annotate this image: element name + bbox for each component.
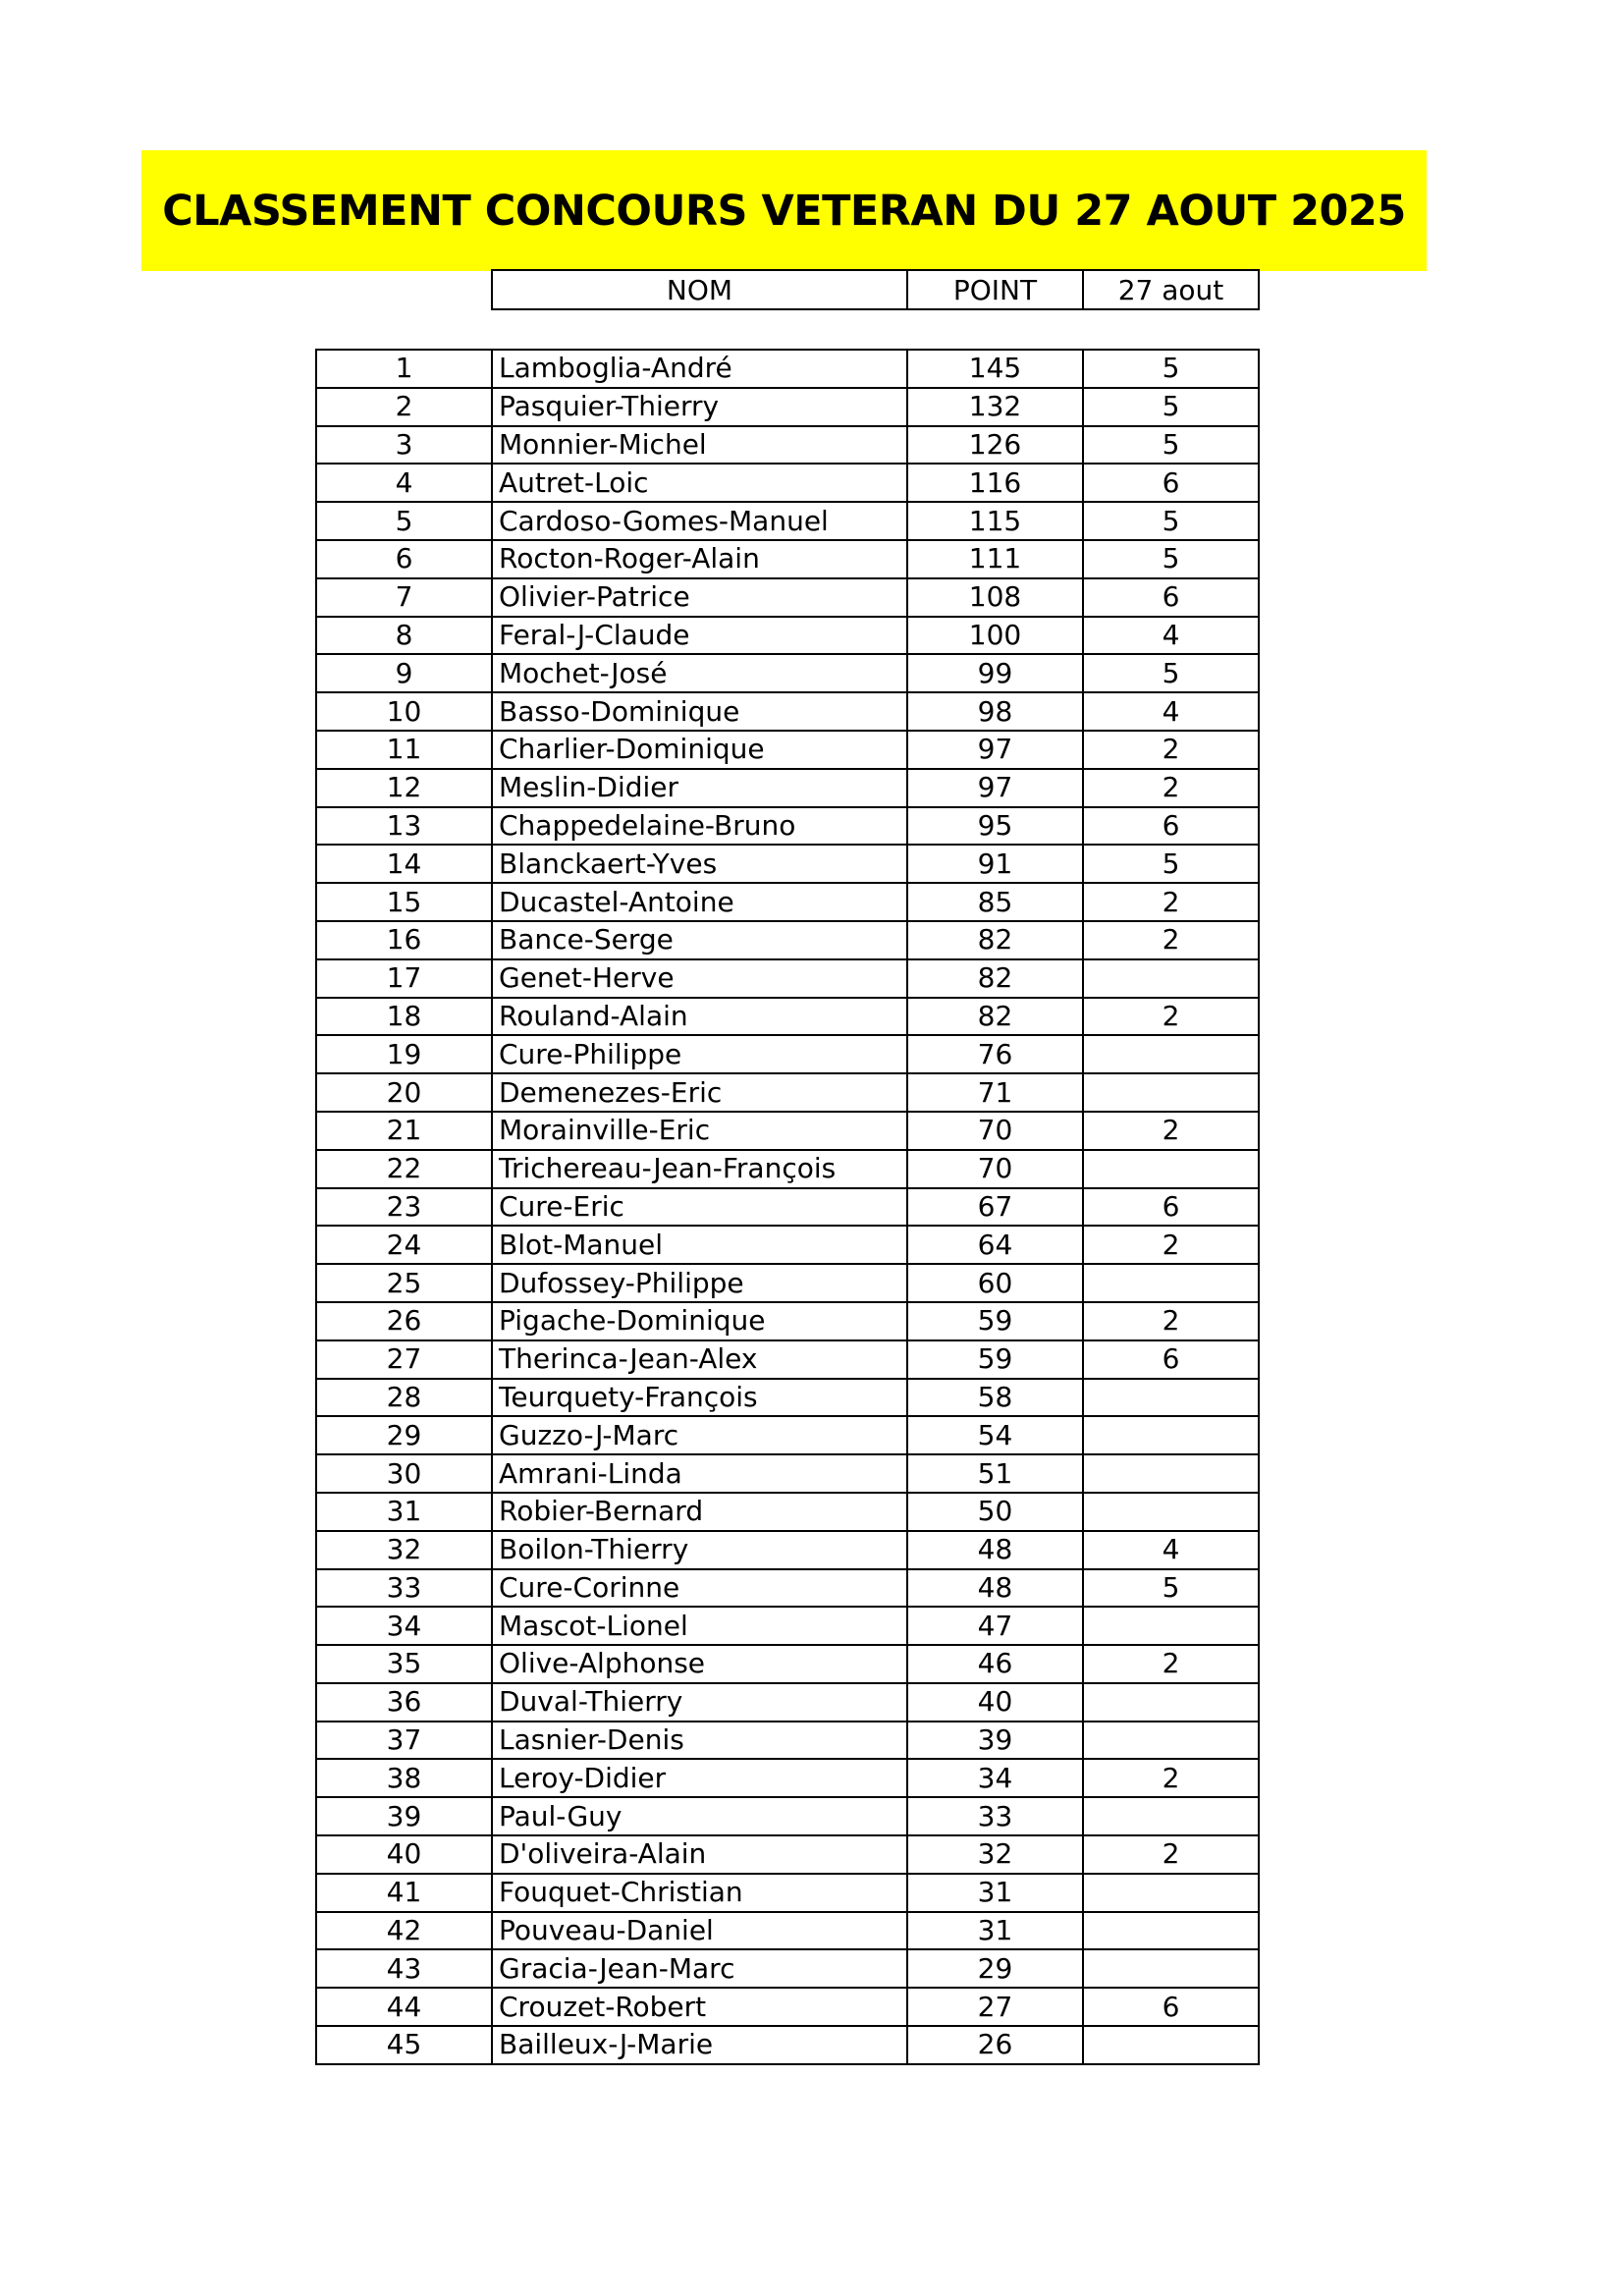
name-cell: Lasnier-Denis (492, 1722, 907, 1760)
point-cell: 34 (907, 1759, 1083, 1797)
table-row (316, 464, 1259, 502)
page-title: CLASSEMENT CONCOURS VETERAN DU 27 AOUT 2025 (162, 186, 1406, 236)
point-cell: 97 (907, 731, 1083, 769)
name-cell: Therinca-Jean-Alex (492, 1340, 907, 1379)
ranking-table-body (316, 350, 1259, 2064)
rank-cell: 41 (316, 1874, 492, 1912)
table-row (316, 769, 1259, 807)
rank-cell: 35 (316, 1645, 492, 1683)
table-row (316, 1797, 1259, 1835)
day-cell: 5 (1083, 540, 1259, 578)
day-cell: 5 (1083, 1569, 1259, 1608)
point-cell: 33 (907, 1797, 1083, 1835)
day-cell: 2 (1083, 731, 1259, 769)
name-cell: Demenezes-Eric (492, 1073, 907, 1112)
rank-cell: 22 (316, 1150, 492, 1188)
table-row (316, 540, 1259, 578)
table-row (316, 1645, 1259, 1683)
rank-cell: 27 (316, 1340, 492, 1379)
rank-cell: 15 (316, 883, 492, 921)
table-row (316, 1607, 1259, 1645)
table-row (316, 502, 1259, 540)
table-row (316, 1188, 1259, 1227)
rank-cell: 9 (316, 654, 492, 692)
day-cell (1083, 1493, 1259, 1531)
day-cell (1083, 959, 1259, 998)
rank-cell: 30 (316, 1454, 492, 1493)
rank-cell: 19 (316, 1035, 492, 1073)
table-row (316, 578, 1259, 617)
table-row (316, 1150, 1259, 1188)
table-row (316, 1912, 1259, 1950)
day-cell: 6 (1083, 1188, 1259, 1227)
name-cell: Paul-Guy (492, 1797, 907, 1835)
name-cell: Trichereau-Jean-François (492, 1150, 907, 1188)
name-cell: Duval-Thierry (492, 1683, 907, 1722)
name-cell: Pigache-Dominique (492, 1302, 907, 1340)
day-cell: 5 (1083, 502, 1259, 540)
point-cell: 50 (907, 1493, 1083, 1531)
table-row (316, 1874, 1259, 1912)
name-cell: Olive-Alphonse (492, 1645, 907, 1683)
day-cell (1083, 1683, 1259, 1722)
day-cell: 6 (1083, 1988, 1259, 2026)
name-cell: Guzzo-J-Marc (492, 1416, 907, 1454)
day-cell: 5 (1083, 654, 1259, 692)
point-cell: 67 (907, 1188, 1083, 1227)
point-cell: 40 (907, 1683, 1083, 1722)
point-cell: 51 (907, 1454, 1083, 1493)
table-row (316, 1035, 1259, 1073)
name-cell: Bance-Serge (492, 921, 907, 959)
table-row (316, 1988, 1259, 2026)
name-cell: Cure-Corinne (492, 1569, 907, 1608)
rank-cell: 24 (316, 1226, 492, 1264)
day-cell: 2 (1083, 769, 1259, 807)
name-cell: Cardoso-Gomes-Manuel (492, 502, 907, 540)
rank-cell: 32 (316, 1531, 492, 1569)
rank-cell: 12 (316, 769, 492, 807)
rank-cell: 43 (316, 1949, 492, 1988)
rank-cell: 44 (316, 1988, 492, 2026)
name-cell: Rocton-Roger-Alain (492, 540, 907, 578)
day-cell: 5 (1083, 388, 1259, 426)
point-cell: 48 (907, 1569, 1083, 1608)
rank-cell: 42 (316, 1912, 492, 1950)
point-cell: 31 (907, 1912, 1083, 1950)
point-cell: 54 (907, 1416, 1083, 1454)
table-row (316, 388, 1259, 426)
day-cell: 2 (1083, 921, 1259, 959)
day-cell: 2 (1083, 1226, 1259, 1264)
table-row (316, 845, 1259, 883)
day-cell: 2 (1083, 1645, 1259, 1683)
day-cell (1083, 1379, 1259, 1417)
name-cell: Mochet-José (492, 654, 907, 692)
day-cell: 6 (1083, 578, 1259, 617)
name-cell: Olivier-Patrice (492, 578, 907, 617)
name-cell: Ducastel-Antoine (492, 883, 907, 921)
rank-cell: 1 (316, 350, 492, 388)
day-cell (1083, 1454, 1259, 1493)
name-cell: Autret-Loic (492, 464, 907, 502)
day-cell (1083, 1035, 1259, 1073)
rank-cell: 7 (316, 578, 492, 617)
name-cell: Charlier-Dominique (492, 731, 907, 769)
name-cell: Feral-J-Claude (492, 617, 907, 655)
day-cell (1083, 1797, 1259, 1835)
rank-cell: 16 (316, 921, 492, 959)
rank-cell: 26 (316, 1302, 492, 1340)
table-row (316, 1493, 1259, 1531)
point-cell: 31 (907, 1874, 1083, 1912)
table-row (316, 1722, 1259, 1760)
day-cell: 4 (1083, 617, 1259, 655)
name-cell: Robier-Bernard (492, 1493, 907, 1531)
table-row (316, 921, 1259, 959)
name-cell: Monnier-Michel (492, 426, 907, 465)
column-header-table (491, 269, 1260, 310)
point-cell: 132 (907, 388, 1083, 426)
ranking-table (315, 349, 1260, 2065)
point-cell: 116 (907, 464, 1083, 502)
rank-cell: 33 (316, 1569, 492, 1608)
point-cell: 85 (907, 883, 1083, 921)
table-row (316, 350, 1259, 388)
day-cell: 5 (1083, 845, 1259, 883)
rank-cell: 5 (316, 502, 492, 540)
day-cell (1083, 1416, 1259, 1454)
name-cell: D'oliveira-Alain (492, 1835, 907, 1874)
rank-cell: 25 (316, 1264, 492, 1302)
day-cell: 5 (1083, 350, 1259, 388)
point-cell: 91 (907, 845, 1083, 883)
name-cell: Bailleux-J-Marie (492, 2026, 907, 2064)
rank-cell: 31 (316, 1493, 492, 1531)
name-cell: Rouland-Alain (492, 998, 907, 1036)
name-cell: Cure-Eric (492, 1188, 907, 1227)
point-cell: 82 (907, 998, 1083, 1036)
point-cell: 27 (907, 1988, 1083, 2026)
table-row (316, 959, 1259, 998)
day-cell: 2 (1083, 1112, 1259, 1150)
column-header-name: NOM (492, 270, 907, 309)
day-cell (1083, 1912, 1259, 1950)
rank-cell: 18 (316, 998, 492, 1036)
point-cell: 47 (907, 1607, 1083, 1645)
name-cell: Genet-Herve (492, 959, 907, 998)
rank-cell: 11 (316, 731, 492, 769)
name-cell: Leroy-Didier (492, 1759, 907, 1797)
rank-cell: 20 (316, 1073, 492, 1112)
name-cell: Amrani-Linda (492, 1454, 907, 1493)
day-cell: 6 (1083, 1340, 1259, 1379)
day-cell: 6 (1083, 807, 1259, 846)
day-cell (1083, 1949, 1259, 1988)
point-cell: 71 (907, 1073, 1083, 1112)
table-row (316, 617, 1259, 655)
table-row (316, 1949, 1259, 1988)
point-cell: 29 (907, 1949, 1083, 1988)
name-cell: Crouzet-Robert (492, 1988, 907, 2026)
rank-cell: 6 (316, 540, 492, 578)
table-row (316, 1416, 1259, 1454)
rank-cell: 29 (316, 1416, 492, 1454)
point-cell: 97 (907, 769, 1083, 807)
column-header-day: 27 aout (1083, 270, 1259, 309)
point-cell: 39 (907, 1722, 1083, 1760)
table-row (316, 692, 1259, 731)
rank-cell: 8 (316, 617, 492, 655)
rank-cell: 13 (316, 807, 492, 846)
table-row (316, 1454, 1259, 1493)
day-cell (1083, 1607, 1259, 1645)
table-row (316, 1264, 1259, 1302)
name-cell: Cure-Philippe (492, 1035, 907, 1073)
point-cell: 95 (907, 807, 1083, 846)
point-cell: 82 (907, 921, 1083, 959)
point-cell: 59 (907, 1340, 1083, 1379)
point-cell: 145 (907, 350, 1083, 388)
day-cell (1083, 1874, 1259, 1912)
point-cell: 64 (907, 1226, 1083, 1264)
point-cell: 99 (907, 654, 1083, 692)
table-row (316, 426, 1259, 465)
point-cell: 58 (907, 1379, 1083, 1417)
title-banner (141, 150, 1427, 271)
rank-cell: 40 (316, 1835, 492, 1874)
point-cell: 26 (907, 2026, 1083, 2064)
point-cell: 76 (907, 1035, 1083, 1073)
point-cell: 100 (907, 617, 1083, 655)
day-cell (1083, 2026, 1259, 2064)
name-cell: Blanckaert-Yves (492, 845, 907, 883)
table-row (316, 1569, 1259, 1608)
table-row (316, 998, 1259, 1036)
point-cell: 70 (907, 1112, 1083, 1150)
rank-cell: 38 (316, 1759, 492, 1797)
name-cell: Pouveau-Daniel (492, 1912, 907, 1950)
day-cell (1083, 1150, 1259, 1188)
day-cell (1083, 1264, 1259, 1302)
table-row (316, 1302, 1259, 1340)
rank-cell: 21 (316, 1112, 492, 1150)
rank-cell: 28 (316, 1379, 492, 1417)
day-cell: 4 (1083, 1531, 1259, 1569)
day-cell: 5 (1083, 426, 1259, 465)
rank-cell: 10 (316, 692, 492, 731)
table-row (316, 1759, 1259, 1797)
name-cell: Gracia-Jean-Marc (492, 1949, 907, 1988)
rank-cell: 37 (316, 1722, 492, 1760)
point-cell: 98 (907, 692, 1083, 731)
name-cell: Chappedelaine-Bruno (492, 807, 907, 846)
name-cell: Morainville-Eric (492, 1112, 907, 1150)
day-cell: 2 (1083, 1835, 1259, 1874)
rank-cell: 4 (316, 464, 492, 502)
column-header-row (492, 270, 1259, 309)
table-row (316, 731, 1259, 769)
table-row (316, 807, 1259, 846)
name-cell: Fouquet-Christian (492, 1874, 907, 1912)
table-row (316, 1379, 1259, 1417)
point-cell: 59 (907, 1302, 1083, 1340)
name-cell: Basso-Dominique (492, 692, 907, 731)
table-row (316, 1112, 1259, 1150)
point-cell: 32 (907, 1835, 1083, 1874)
point-cell: 48 (907, 1531, 1083, 1569)
point-cell: 111 (907, 540, 1083, 578)
rank-cell: 45 (316, 2026, 492, 2064)
day-cell: 2 (1083, 883, 1259, 921)
name-cell: Mascot-Lionel (492, 1607, 907, 1645)
rank-cell: 39 (316, 1797, 492, 1835)
day-cell: 2 (1083, 1302, 1259, 1340)
table-row (316, 1073, 1259, 1112)
day-cell: 4 (1083, 692, 1259, 731)
point-cell: 126 (907, 426, 1083, 465)
rank-cell: 14 (316, 845, 492, 883)
name-cell: Meslin-Didier (492, 769, 907, 807)
name-cell: Teurquety-François (492, 1379, 907, 1417)
table-row (316, 883, 1259, 921)
name-cell: Blot-Manuel (492, 1226, 907, 1264)
table-row (316, 1683, 1259, 1722)
name-cell: Lamboglia-André (492, 350, 907, 388)
name-cell: Dufossey-Philippe (492, 1264, 907, 1302)
name-cell: Pasquier-Thierry (492, 388, 907, 426)
table-row (316, 1531, 1259, 1569)
column-header-point: POINT (907, 270, 1083, 309)
day-cell (1083, 1073, 1259, 1112)
rank-cell: 34 (316, 1607, 492, 1645)
rank-cell: 23 (316, 1188, 492, 1227)
rank-cell: 17 (316, 959, 492, 998)
day-cell: 2 (1083, 998, 1259, 1036)
rank-cell: 2 (316, 388, 492, 426)
day-cell: 6 (1083, 464, 1259, 502)
point-cell: 46 (907, 1645, 1083, 1683)
point-cell: 70 (907, 1150, 1083, 1188)
table-row (316, 654, 1259, 692)
name-cell: Boilon-Thierry (492, 1531, 907, 1569)
point-cell: 60 (907, 1264, 1083, 1302)
point-cell: 108 (907, 578, 1083, 617)
table-row (316, 1835, 1259, 1874)
table-row (316, 2026, 1259, 2064)
day-cell (1083, 1722, 1259, 1760)
point-cell: 115 (907, 502, 1083, 540)
rank-cell: 3 (316, 426, 492, 465)
table-row (316, 1340, 1259, 1379)
rank-cell: 36 (316, 1683, 492, 1722)
table-row (316, 1226, 1259, 1264)
day-cell: 2 (1083, 1759, 1259, 1797)
point-cell: 82 (907, 959, 1083, 998)
